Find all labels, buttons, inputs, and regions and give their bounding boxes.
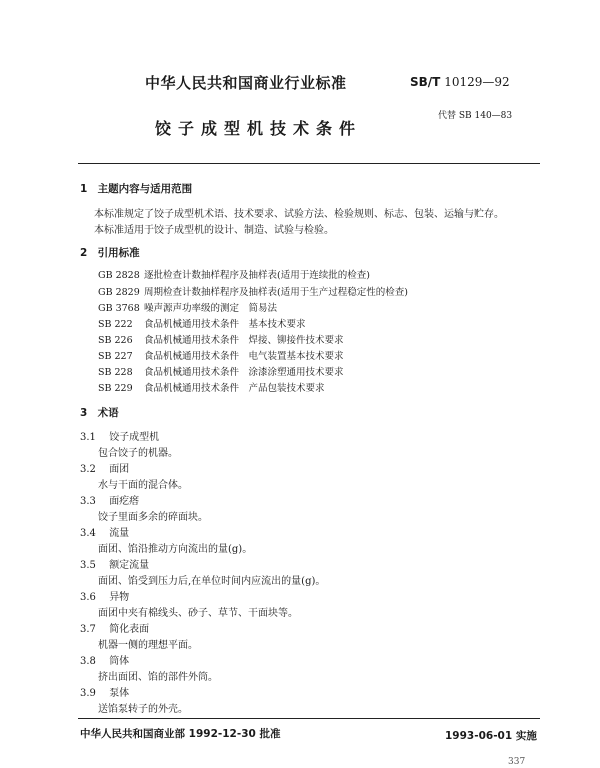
header-divider <box>78 163 540 164</box>
term-name: 异物 <box>109 592 130 603</box>
term-number: 3.6 <box>80 592 96 603</box>
section-2-heading <box>80 245 140 260</box>
term-heading <box>80 460 129 475</box>
reference-code: SB 222 <box>98 319 133 330</box>
reference-item <box>98 284 408 298</box>
standard-code-number: 10129—92 <box>444 75 510 89</box>
reference-code: GB 2828 <box>98 270 140 281</box>
section-number: 2 <box>80 247 88 259</box>
term-heading <box>80 556 149 571</box>
term-definition: 包合饺子的机器。 <box>98 448 178 459</box>
reference-title: 食品机械通用技术条件 焊接、铆接件技术要求 <box>144 335 344 346</box>
term-name: 面疙瘩 <box>109 496 140 507</box>
section-number: 1 <box>80 183 88 195</box>
term-number: 3.2 <box>80 464 96 475</box>
reference-item <box>98 300 277 314</box>
term-heading <box>80 684 129 699</box>
section-number: 3 <box>80 407 88 419</box>
section-title: 主题内容与适用范围 <box>97 183 193 195</box>
section-1-paragraph: 本标准规定了饺子成型机术语、技术要求、试验方法、检验规则、标志、包装、运输与贮存。 <box>94 209 504 220</box>
term-definition: 面团、馅受到压力后,在单位时间内应流出的量(g)。 <box>98 576 326 587</box>
section-3-heading <box>80 405 119 420</box>
reference-code: GB 3768 <box>98 303 140 314</box>
term-definition: 面团中夹有棉线头、砂子、草节、干面块等。 <box>98 608 298 619</box>
term-definition: 饺子里面多余的碎面块。 <box>98 512 208 523</box>
standard-code-prefix: SB/T <box>410 75 441 89</box>
term-heading <box>80 620 149 635</box>
term-name: 筒体 <box>109 656 130 667</box>
footer-divider <box>78 718 540 719</box>
section-1-paragraph: 本标准适用于饺子成型机的设计、制造、试验与检验。 <box>94 225 334 236</box>
document-title: 饺子成型机技术条件 <box>155 119 363 138</box>
reference-code: SB 227 <box>98 351 133 362</box>
reference-title: 周期检查计数抽样程序及抽样表(适用于生产过程稳定性的检查) <box>144 287 408 298</box>
reference-title: 噪声源声功率级的测定 简易法 <box>144 303 278 314</box>
reference-code: SB 228 <box>98 367 133 378</box>
section-title: 引用标准 <box>97 247 140 259</box>
reference-item <box>98 332 344 346</box>
section-1-heading <box>80 181 192 196</box>
term-number: 3.4 <box>80 528 96 539</box>
term-number: 3.1 <box>80 432 96 443</box>
term-heading <box>80 428 159 443</box>
reference-title: 食品机械通用技术条件 电气装置基本技术要求 <box>144 351 344 362</box>
reference-item <box>98 380 325 394</box>
reference-title: 食品机械通用技术条件 产品包装技术要求 <box>144 383 325 394</box>
reference-item <box>98 316 306 330</box>
replaces-note: 代替 SB 140—83 <box>438 111 513 121</box>
term-definition: 水与干面的混合体。 <box>98 480 188 491</box>
term-definition: 面团、馅沿推动方向流出的量(g)。 <box>98 544 253 555</box>
term-definition: 机器一侧的理想平面。 <box>98 640 198 651</box>
term-name: 饺子成型机 <box>109 432 160 443</box>
implementation-date: 1993-06-01 实施 <box>445 730 537 742</box>
reference-item <box>98 364 344 378</box>
term-name: 简化表面 <box>109 624 150 635</box>
term-number: 3.3 <box>80 496 96 507</box>
term-number: 3.8 <box>80 656 96 667</box>
section-title: 术语 <box>97 407 119 419</box>
approval-statement: 中华人民共和国商业部 1992-12-30 批准 <box>80 728 281 740</box>
term-name: 额定流量 <box>109 560 150 571</box>
term-number: 3.9 <box>80 688 96 699</box>
reference-title: 食品机械通用技术条件 涂漆涂塑通用技术要求 <box>144 367 344 378</box>
standard-organization: 中华人民共和国商业行业标准 <box>145 74 347 92</box>
term-name: 面团 <box>109 464 130 475</box>
term-definition: 送馅泵转子的外壳。 <box>98 704 188 715</box>
term-name: 泵体 <box>109 688 130 699</box>
term-definition: 挤出面团、馅的部件外筒。 <box>98 672 218 683</box>
standard-code <box>410 75 510 89</box>
term-heading <box>80 652 129 667</box>
term-heading <box>80 588 129 603</box>
page-number: 337 <box>508 757 526 767</box>
reference-code: SB 229 <box>98 383 133 394</box>
term-number: 3.5 <box>80 560 96 571</box>
term-heading <box>80 492 139 507</box>
reference-title: 逐批检查计数抽样程序及抽样表(适用于连续批的检查) <box>144 270 370 281</box>
reference-item <box>98 348 344 362</box>
reference-code: SB 226 <box>98 335 133 346</box>
reference-code: GB 2829 <box>98 287 140 298</box>
term-name: 流量 <box>109 528 130 539</box>
term-number: 3.7 <box>80 624 96 635</box>
term-heading <box>80 524 129 539</box>
reference-item <box>98 267 370 281</box>
reference-title: 食品机械通用技术条件 基本技术要求 <box>144 319 306 330</box>
